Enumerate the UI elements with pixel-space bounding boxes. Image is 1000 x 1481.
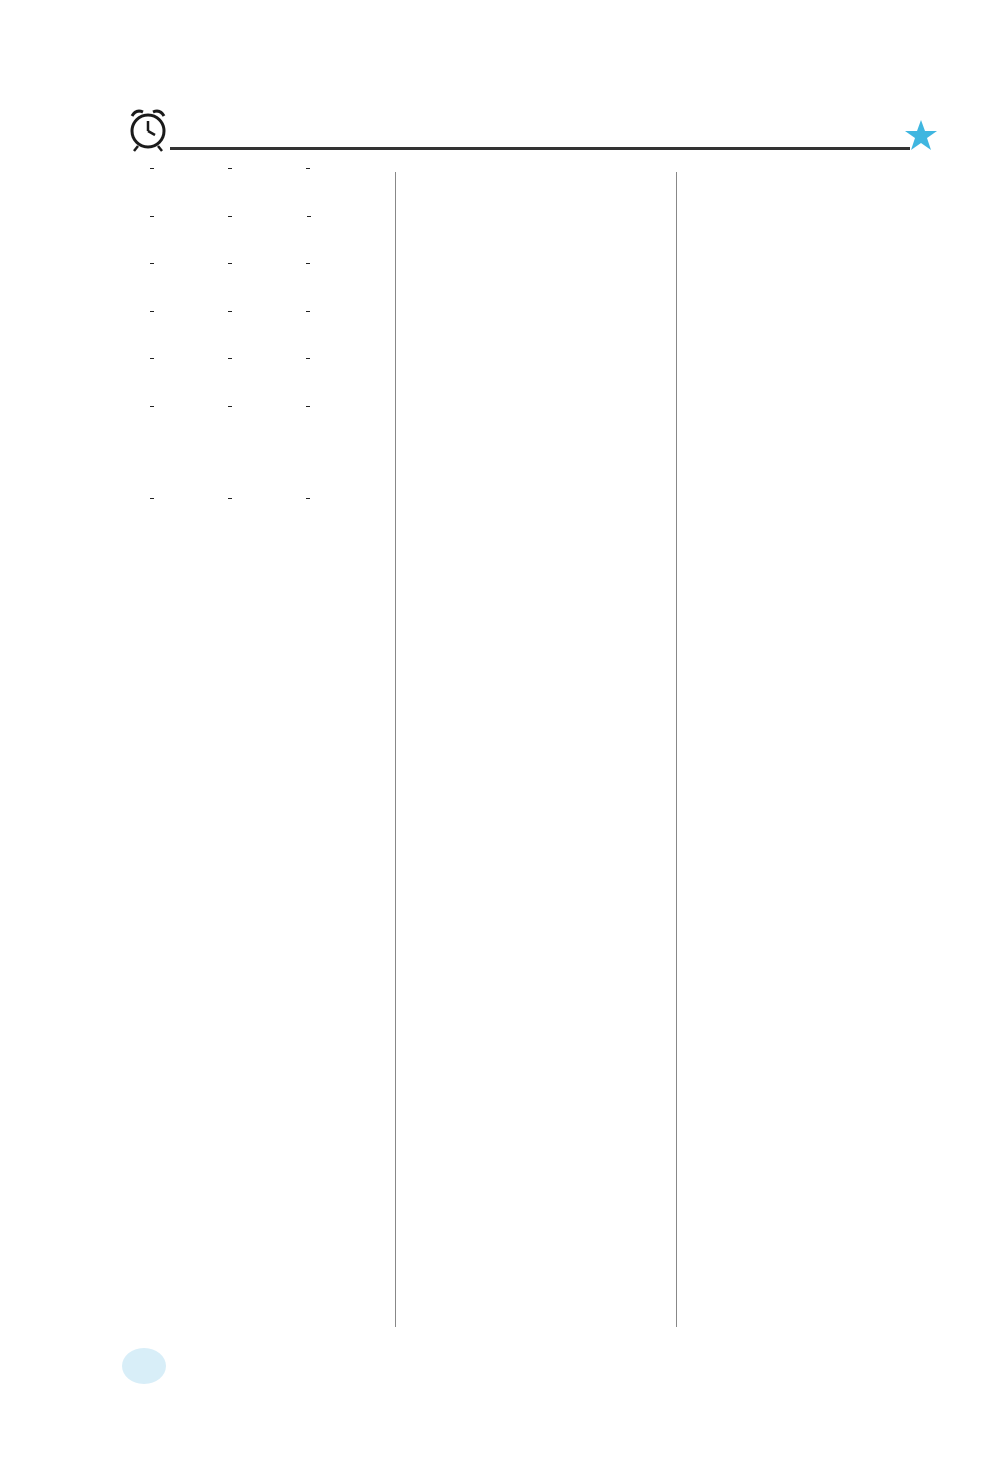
numerator <box>228 311 232 312</box>
numerator <box>150 168 154 169</box>
numerator <box>307 216 311 217</box>
fraction-body <box>228 263 232 264</box>
page-number <box>122 1348 166 1384</box>
fraction <box>228 358 232 359</box>
numerator <box>150 406 154 407</box>
numerator <box>150 311 154 312</box>
fraction-body <box>150 498 154 499</box>
fraction-body <box>306 498 310 499</box>
numerator <box>150 216 154 217</box>
numerator <box>228 168 232 169</box>
fraction <box>228 311 232 312</box>
fraction-body <box>150 263 154 264</box>
fraction-body <box>228 216 232 217</box>
numerator <box>228 216 232 217</box>
fraction <box>228 168 232 169</box>
numerator <box>306 498 310 499</box>
fraction <box>150 263 154 264</box>
fraction-body <box>228 358 232 359</box>
numerator <box>150 498 154 499</box>
fraction <box>306 406 310 407</box>
numerator <box>306 168 310 169</box>
fraction <box>306 216 311 217</box>
fraction-body <box>228 498 232 499</box>
fraction <box>150 168 154 169</box>
fraction-body <box>150 216 154 217</box>
fraction-body <box>306 358 310 359</box>
fraction-body <box>307 216 311 217</box>
numerator <box>306 311 310 312</box>
numerator <box>306 263 310 264</box>
fraction-body <box>150 168 154 169</box>
alarm-clock-icon <box>126 106 170 152</box>
header-rule <box>170 147 910 150</box>
fraction <box>228 216 232 217</box>
fraction-body <box>150 311 154 312</box>
fraction <box>306 168 310 169</box>
fraction <box>150 498 154 499</box>
fraction-body <box>228 168 232 169</box>
fraction <box>306 263 310 264</box>
fraction <box>150 406 154 407</box>
fraction <box>150 311 154 312</box>
numerator <box>228 358 232 359</box>
column-divider <box>395 172 396 1327</box>
fraction-body <box>150 358 154 359</box>
numerator <box>228 498 232 499</box>
fraction <box>150 216 154 217</box>
numerator <box>228 263 232 264</box>
numerator <box>150 263 154 264</box>
numerator <box>228 406 232 407</box>
numerator <box>150 358 154 359</box>
fraction <box>150 358 154 359</box>
fraction <box>306 498 310 499</box>
fraction-body <box>150 406 154 407</box>
fraction <box>228 263 232 264</box>
column-divider <box>676 172 677 1327</box>
fraction-body <box>306 168 310 169</box>
fraction-body <box>306 263 310 264</box>
fraction <box>306 358 310 359</box>
fraction <box>228 498 232 499</box>
fraction-body <box>306 311 310 312</box>
numerator <box>306 406 310 407</box>
fraction-body <box>306 406 310 407</box>
fraction-body <box>228 406 232 407</box>
fraction <box>228 406 232 407</box>
numerator <box>306 358 310 359</box>
fraction-body <box>228 311 232 312</box>
fraction <box>306 311 310 312</box>
